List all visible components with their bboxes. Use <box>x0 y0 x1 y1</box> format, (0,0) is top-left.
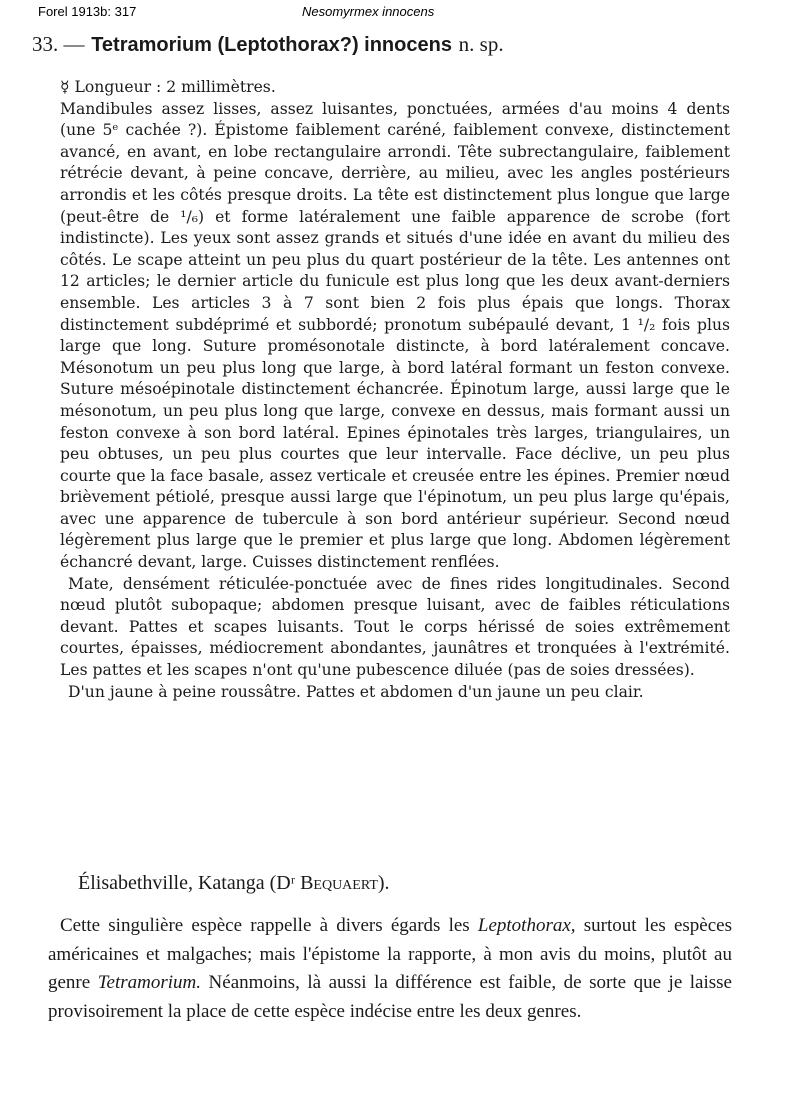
sculpture-paragraph: Mate, densément réticulée-ponctuée avec de fines rides longitudinales. Second nœud plutôt subopaque; abdomen presque luisant, avec de faibles réticulations devant. Pattes et scapes luisants. Tout le corps hérissé de soies extrêmement courtes, épaisses, médiocrement abondantes, jaunâtres et tronquées à l'extrémité. Les pattes et les scapes n'ont qu'une pubescence diluée (pas de soies dressées). <box>60 574 730 680</box>
morphology-paragraph: Mandibules assez lisses, assez luisantes, ponctuées, armées d'au moins 4 dents (une 5ᵉ cachée ?). Épistome faiblement caréné, faiblement convexe, distinctement avancé, en avant, en lobe rectangulaire arrondi. Tête subrectangulaire, faiblement rétrécie devant, à peine concave, derrière, au milieu, avec les angles postérieurs arrondis et les côtés presque droits. La tête est distinctement plus longue que large (peut-être de ¹/₆) et forme latéralement une faible apparence de scrobe (fort indistincte). Les yeux sont assez grands et situés d'une idée en avant du milieu des côtés. Le scape atteint un peu plus du quart postérieur de la tête. Les antennes ont 12 articles; le dernier article du funicule est plus long que les deux avant-derniers ensemble. Les articles 3 à 7 sont bien 2 fois plus épais que longs. Thorax distinctement subdéprimé et subbordé; pronotum subépaulé devant, 1 ¹/₂ fois plus large que long. Suture promésonotale distincte, à bord latéralement concave. Mésonotum un peu plus long que large, à bord latéral formant un feston convexe. Suture mésoépinotale distinctement échancrée. Épinotum large, aussi large que le mésonotum, un peu plus long que large, convexe en dessus, mais formant aussi un feston convexe à son bord latéral. Epines épinotales très larges, triangulaires, un peu obtuses, un peu plus courtes que leur intervalle. Face déclive, un peu plus courte que la face basale, assez verticale et creusée entre les épines. Premier nœud brièvement pétiolé, presque aussi large que l'épinotum, un peu plus large qu'épais, avec une apparence de tubercule à son bord antérieur supérieur. Second nœud légèrement plus large que le premier et plus large que long. Abdomen légèrement échancré devant, large. Cuisses distinctement renflées. <box>60 99 730 572</box>
color-paragraph: D'un jaune à peine roussâtre. Pattes et abdomen d'un jaune un peu clair. <box>68 682 644 701</box>
remark-text-2: surtout les espèces américaines et malgaches; mais l'épistome la rapporte, à mon avis du moins, plutôt au genre <box>48 915 732 994</box>
genus-leptothorax: Leptothorax, <box>477 915 576 936</box>
species-name: Tetramorium (Leptothorax?) innocens <box>91 34 452 56</box>
length-line: ☿ Longueur : 2 millimètres. <box>60 78 276 96</box>
type-locality <box>78 870 738 896</box>
new-species-marker: n. sp. <box>458 32 504 56</box>
collector-title: Dʳ <box>276 872 296 894</box>
citation-reference: Forel 1913b: 317 <box>38 4 137 19</box>
collector-name: Bequaert <box>300 872 378 894</box>
current-species-name: Nesomyrmex innocens <box>302 4 435 19</box>
genus-tetramorium: Tetramorium. <box>97 972 202 994</box>
worker-description <box>60 77 730 703</box>
remark-paragraph <box>48 912 732 1026</box>
remark-text-3: Néanmoins, là aussi la différence est faible, de sorte que je laisse provisoirement la place de cette espèce indécise entre les deux genres. <box>48 972 732 1022</box>
locality-close: ). <box>377 872 390 894</box>
taxonomic-remark <box>48 912 732 1026</box>
remark-text-1: Cette singulière espèce rappelle à divers égards les <box>60 915 478 936</box>
species-number: 33. — <box>32 32 85 56</box>
locality-place: Élisabethville, Katanga ( <box>78 872 277 894</box>
species-title <box>32 30 772 59</box>
page-header <box>0 4 786 24</box>
